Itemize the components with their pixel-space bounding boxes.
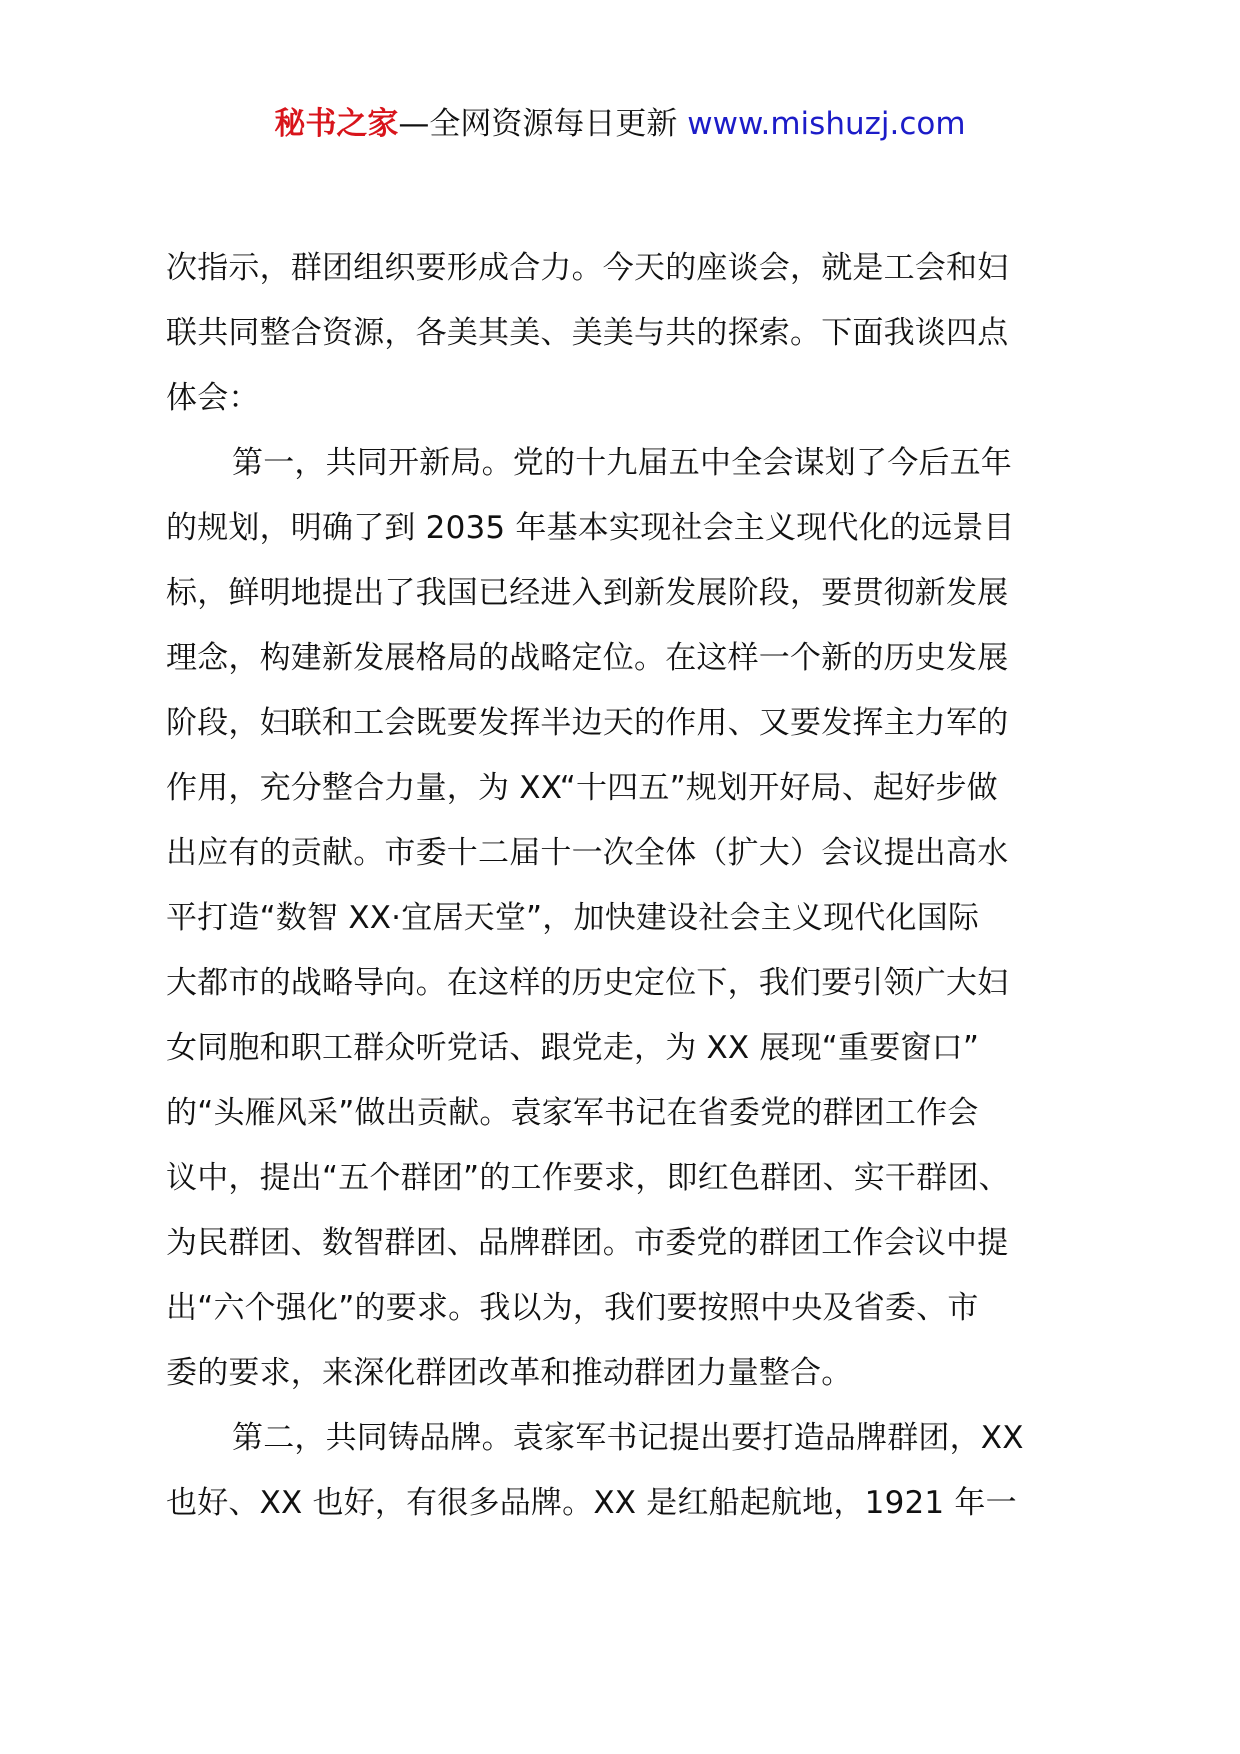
body-line: 女同胞和职工群众听党话、跟党走，为 XX 展现“重要窗口” (166, 1030, 980, 1066)
paragraph-1-start: 第一，共同开新局。党的十九届五中全会谋划了今后五年 (232, 445, 1012, 481)
watermark-header (0, 100, 1240, 148)
body-line: 委的要求，来深化群团改革和推动群团力量整合。 (166, 1355, 853, 1391)
body-line: 联共同整合资源，各美其美、美美与共的探索。下面我谈四点 (166, 315, 1009, 351)
site-url[interactable]: www.mishuzj.com (687, 106, 966, 142)
body-line: 出应有的贡献。市委十二届十一次全体（扩大）会议提出高水 (166, 835, 1009, 871)
body-line: 议中，提出“五个群团”的工作要求，即红色群团、实干群团、 (166, 1160, 1010, 1196)
body-line: 体会： (166, 380, 260, 416)
site-slogan: —全网资源每日更新 (398, 106, 678, 142)
body-line: 次指示，群团组织要形成合力。今天的座谈会，就是工会和妇 (166, 250, 1009, 286)
body-line: 也好、XX 也好，有很多品牌。XX 是红船起航地，1921 年一 (166, 1485, 1017, 1521)
body-line: 大都市的战略导向。在这样的历史定位下，我们要引领广大妇 (166, 965, 1009, 1001)
document-body (166, 236, 1106, 1536)
body-line: 作用，充分整合力量，为 XX“十四五”规划开好局、起好步做 (166, 770, 998, 806)
body-line: 的规划，明确了到 2035 年基本实现社会主义现代化的远景目 (166, 510, 1015, 546)
body-line: 标，鲜明地提出了我国已经进入到新发展阶段，要贯彻新发展 (166, 575, 1009, 611)
paragraph-2-start: 第二，共同铸品牌。袁家军书记提出要打造品牌群团，XX (232, 1420, 1024, 1456)
body-line: 理念，构建新发展格局的战略定位。在这样一个新的历史发展 (166, 640, 1009, 676)
body-line: 的“头雁风采”做出贡献。袁家军书记在省委党的群团工作会 (166, 1095, 979, 1131)
body-line: 出“六个强化”的要求。我以为，我们要按照中央及省委、市 (166, 1290, 979, 1326)
body-line: 平打造“数智 XX·宜居天堂”，加快建设社会主义现代化国际 (166, 900, 980, 936)
body-line: 阶段，妇联和工会既要发挥半边天的作用、又要发挥主力军的 (166, 705, 1009, 741)
site-name: 秘书之家 (274, 106, 399, 142)
body-line: 为民群团、数智群团、品牌群团。市委党的群团工作会议中提 (166, 1225, 1009, 1261)
